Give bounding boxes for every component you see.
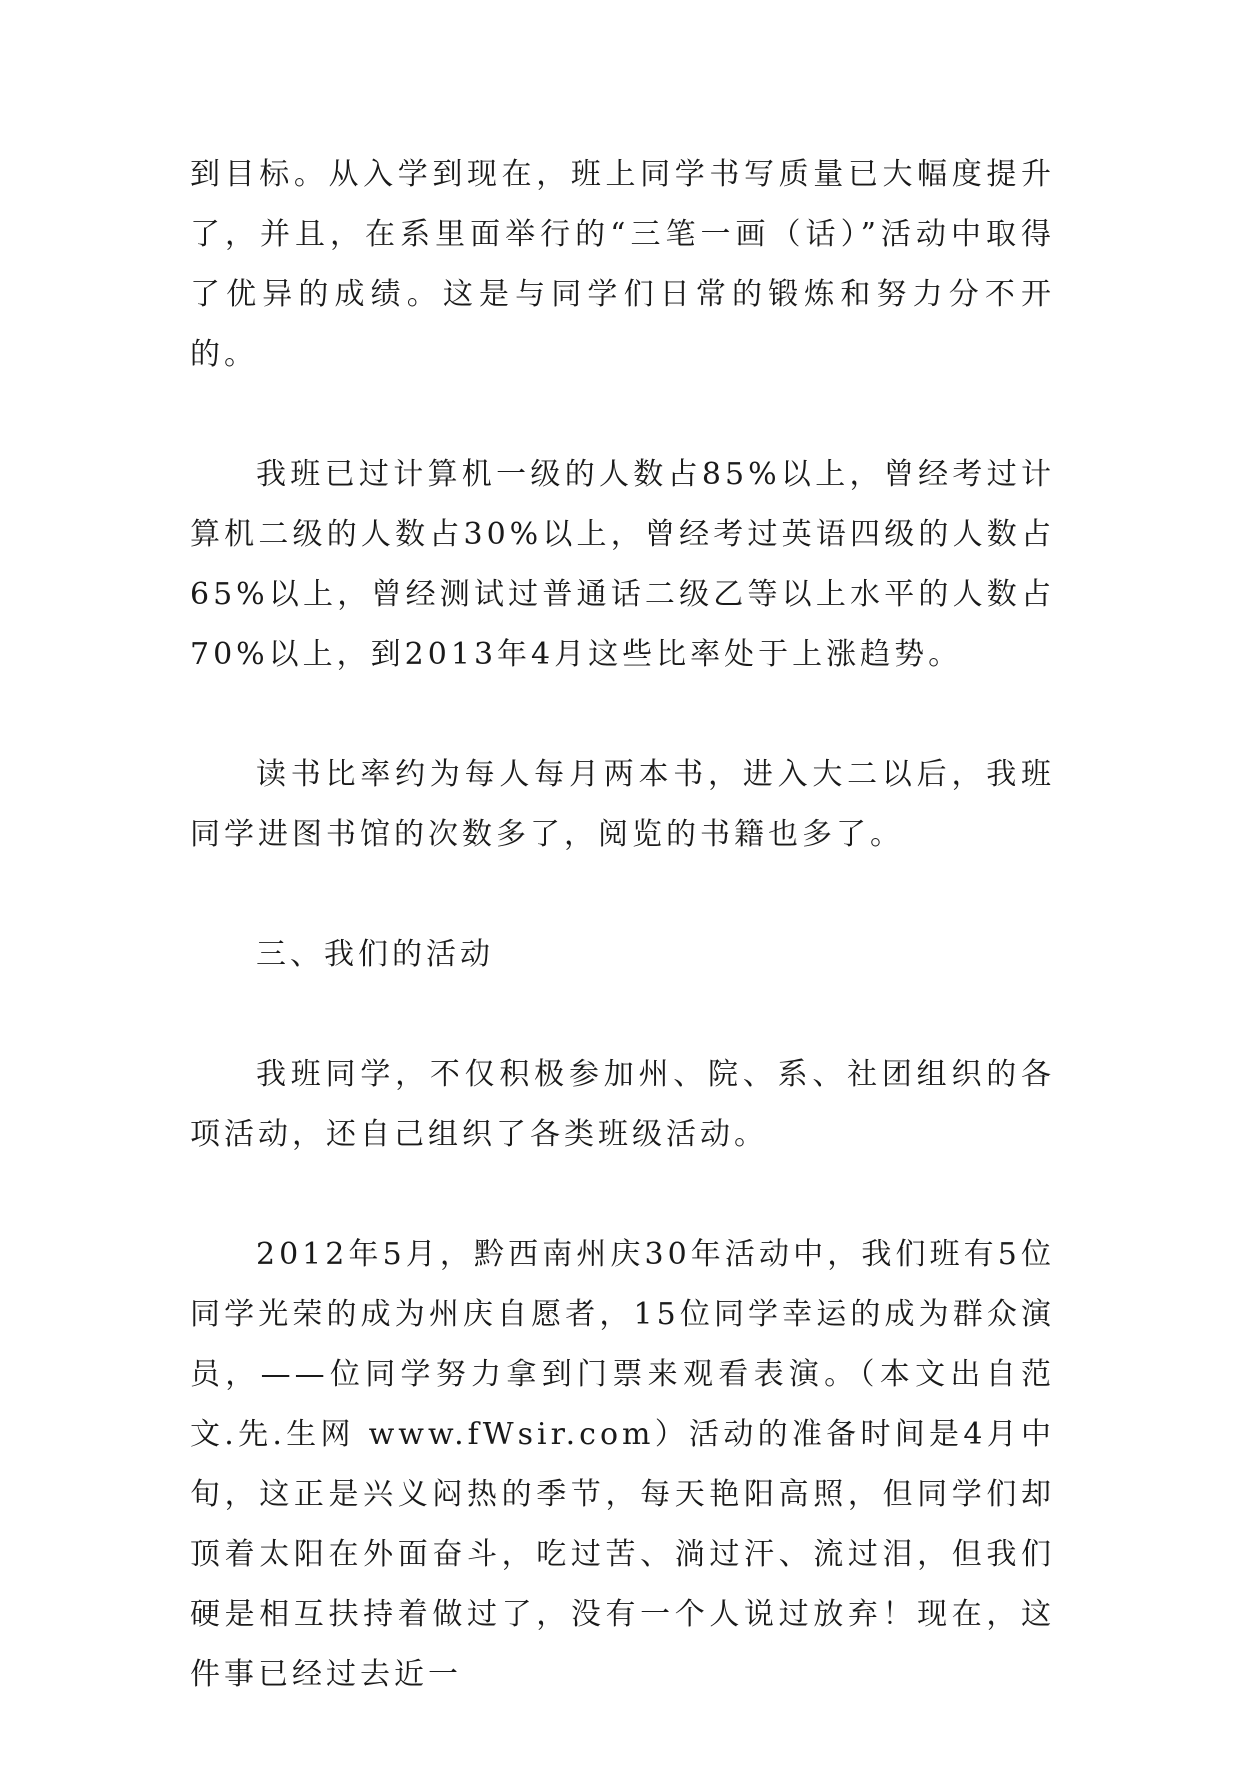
paragraph-reading-rate: 读书比率约为每人每月两本书，进入大二以后，我班同学进图书馆的次数多了，阅览的书籍也多了。 — [190, 757, 1055, 852]
section-heading: 三、我们的活动 — [256, 937, 494, 972]
paragraph-activities-intro: 我班同学，不仅积极参加州、院、系、社团组织的各项活动，还自己组织了各类班级活动。 — [190, 1057, 1055, 1152]
paragraph-exam-rates: 我班已过计算机一级的人数占85%以上，曾经考过计算机二级的人数占30%以上，曾经考过英语四级的人数占65%以上，曾经测试过普通话二级乙等以上水平的人数占70%以上，到2013年4月这些比率处于上涨趋势。 — [190, 457, 1055, 672]
page-body — [190, 145, 1055, 1765]
paragraph-prefecture-celebration: 2012年5月，黔西南州庆30年活动中，我们班有5位同学光荣的成为州庆自愿者，15位同学幸运的成为群众演员，——位同学努力拿到门票来观看表演。（本文出自范文.先.生网 www.fWsir.com）活动的准备时间是4月中旬，这正是兴义闷热的季节，每天艳阳高照，但同学们却顶着太阳在外面奋斗，吃过苦、淌过汗、流过泪，但我们硬是相互扶持着做过了，没有一个人说过放弃！现在，这件事已经过去近一 — [190, 1237, 1055, 1692]
paragraph-continued: 到目标。从入学到现在，班上同学书写质量已大幅度提升了，并且，在系里面举行的“三笔一画（话）”活动中取得了优异的成绩。这是与同学们日常的锻炼和努力分不开的。 — [190, 157, 1055, 372]
